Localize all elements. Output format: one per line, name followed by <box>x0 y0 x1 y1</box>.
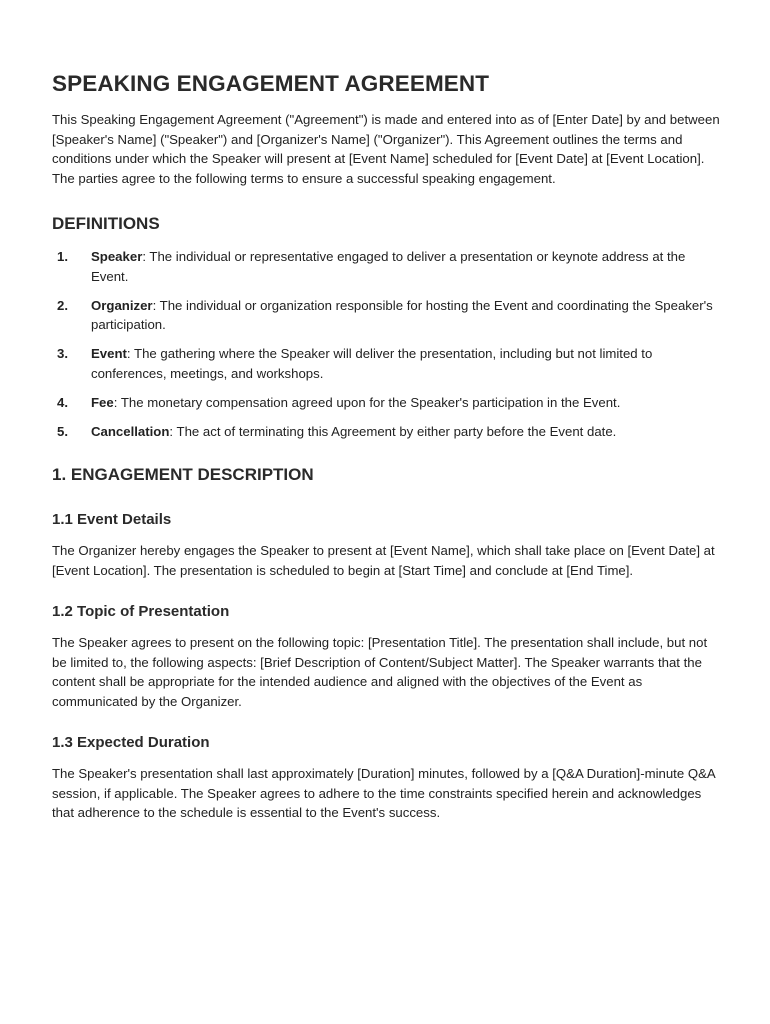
definition-item <box>52 393 720 413</box>
subsection-heading: 1.3 Expected Duration <box>52 734 210 751</box>
definition-term: Organizer <box>91 297 153 313</box>
definition-term: Fee <box>91 394 114 410</box>
document-page <box>52 70 720 823</box>
subsection-text: The Organizer hereby engages the Speaker to present at [Event Name], which shall take place on [Event Date] at [Event Location]. The presentation is scheduled to begin at [Start Time] and conclude at [End Time]. <box>52 543 715 578</box>
subsection-heading: 1.1 Event Details <box>52 511 172 528</box>
definition-text: : The monetary compensation agreed upon for the Speaker's participation in the Event. <box>113 394 621 410</box>
item-number: 3. <box>57 346 68 361</box>
definition-item <box>52 296 720 335</box>
definition-term: Cancellation <box>91 423 170 439</box>
definition-item <box>52 247 720 286</box>
item-number: 5. <box>57 423 68 439</box>
definition-text: : The act of terminating this Agreement by either party before the Event date. <box>169 423 617 439</box>
definition-text: : The individual or organization responsible for hosting the Event and coordinating the Speaker's participation. <box>91 297 713 332</box>
intro-paragraph: This Speaking Engagement Agreement ("Agreement") is made and entered into as of [Enter Date] by and between [Speaker's Name] ("Speaker") and [Organizer's Name] ("Organizer"). This Agreement outlines the terms and conditions under which the Speaker will present at [Event Name] scheduled for [Event Date] at [Event Location]. The parties agree to the following terms to ensure a successful speaking engagement. <box>52 112 720 186</box>
section-heading: 1. ENGAGEMENT DESCRIPTION <box>52 465 314 484</box>
definition-item <box>52 422 720 442</box>
definitions-list <box>52 247 720 441</box>
definition-term: Speaker <box>91 249 143 264</box>
subsection-heading: 1.2 Topic of Presentation <box>52 603 230 620</box>
definitions-heading: DEFINITIONS <box>52 214 160 233</box>
subsection-text: The Speaker agrees to present on the following topic: [Presentation Title]. The presentation shall include, but not be limited to, the following aspects: [Brief Description of Content/Subject Matter]. The Speaker warrants that the content shall be appropriate for the intended audience and aligned with the objectives of the Event as communicated by the Organizer. <box>52 635 708 709</box>
subsection-text: The Speaker's presentation shall last approximately [Duration] minutes, followed by a [Q&A Duration]-minute Q&A session, if applicable. The Speaker agrees to adhere to the time constraints specified herein and acknowledges that adherence to the schedule is essential to the Event's success. <box>52 766 715 820</box>
definition-text: : The gathering where the Speaker will deliver the presentation, including but not limited to conferences, meetings, and workshops. <box>91 346 653 381</box>
item-number: 4. <box>57 394 68 410</box>
definition-text: : The individual or representative engaged to deliver a presentation or keynote address at the Event. <box>91 249 686 284</box>
document-title: SPEAKING ENGAGEMENT AGREEMENT <box>52 71 490 96</box>
definition-item <box>52 344 720 383</box>
item-number: 1. <box>57 249 68 264</box>
item-number: 2. <box>57 297 68 313</box>
definition-term: Event <box>91 346 127 361</box>
